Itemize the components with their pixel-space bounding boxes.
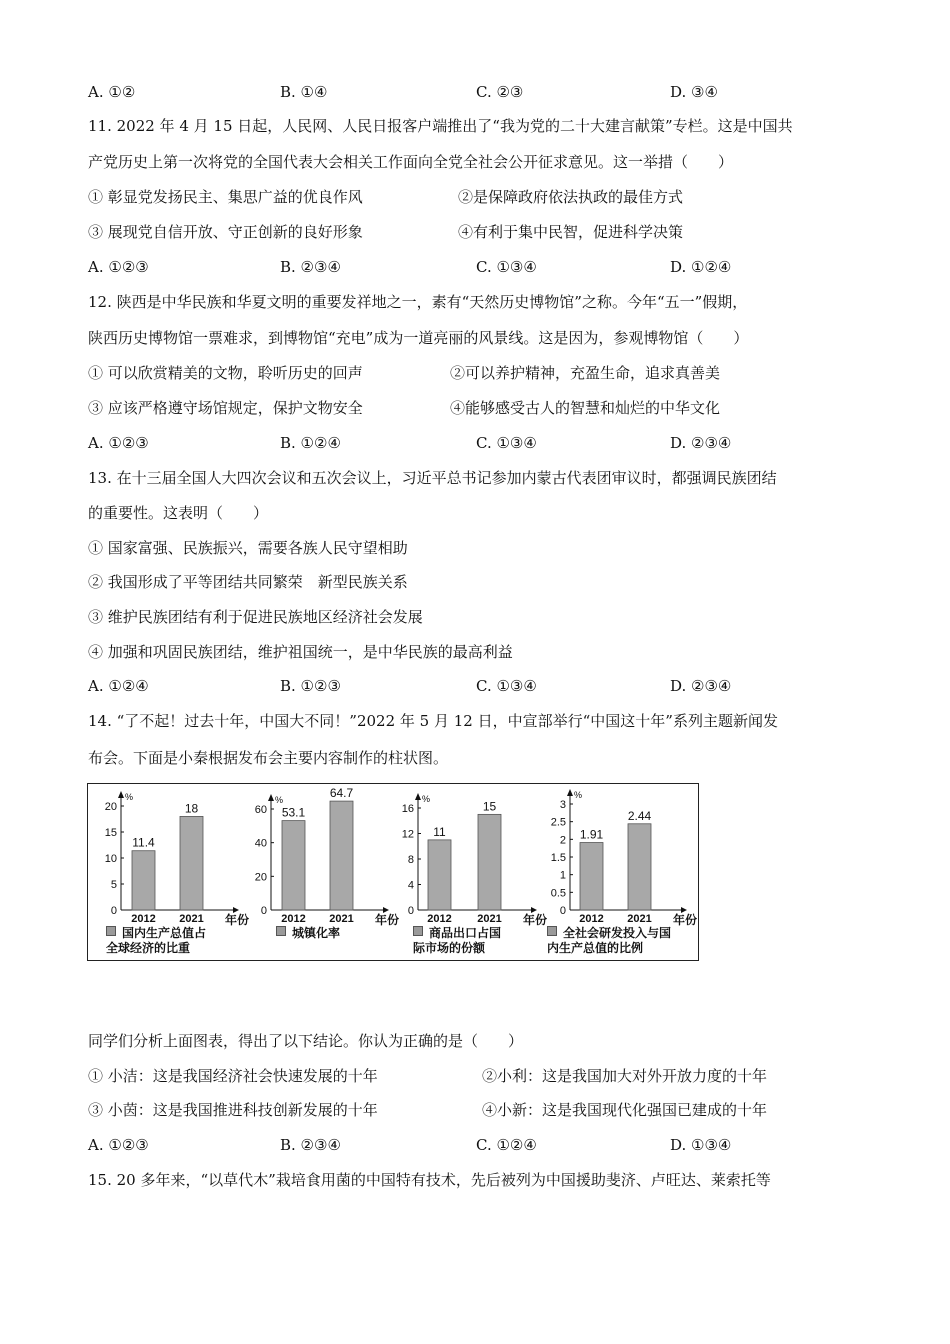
q12-stem-2: 陕西历史博物馆一票难求，到博物馆“充电”成为一道亮丽的风景线。这是因为，参观博物馆（ ）	[88, 329, 749, 347]
q11-option-a: A. ①②③	[88, 258, 149, 276]
q14-item-4: ④小新：这是我国现代化强国已建成的十年	[482, 1101, 768, 1119]
q11-stem-2: 产党历史上第一次将党的全国代表大会相关工作面向全党全社会公开征求意见。这一举措（ ）	[88, 153, 734, 171]
y-tick-label: 0	[407, 905, 414, 917]
q11-item-1: ① 彰显党发扬民主、集思广益的优良作风	[88, 188, 363, 206]
y-tick-label: 20	[254, 871, 267, 884]
bar	[132, 851, 155, 910]
q13-item-2: ② 我国形成了平等团结共同繁荣 新型民族关系	[88, 573, 408, 591]
q13-stem-2: 的重要性。这表明（ ）	[88, 504, 269, 522]
x-tick-label: 2021	[329, 913, 354, 925]
y-axis-arrow	[118, 791, 124, 798]
q14-stem-2: 布会。下面是小秦根据发布会主要内容制作的柱状图。	[88, 749, 449, 767]
q14-option-d: D. ①③④	[670, 1136, 732, 1154]
q13-item-1: ① 国家富强、民族振兴，需要各族人民守望相助	[88, 539, 408, 557]
y-tick-label: 4	[407, 879, 414, 892]
q14-option-c: C. ①②④	[476, 1136, 537, 1154]
q14-item-1: ① 小洁：这是我国经济社会快速发展的十年	[88, 1067, 378, 1085]
bar	[180, 816, 203, 910]
y-unit-label: %	[274, 795, 284, 805]
y-tick-label: 10	[104, 853, 117, 865]
q12-option-b: B. ①②④	[280, 434, 341, 452]
q11-option-d: D. ①②④	[670, 258, 732, 276]
y-tick-label: 60	[254, 804, 267, 816]
y-axis-arrow	[268, 794, 274, 801]
x-tick-label: 2021	[627, 913, 652, 925]
bar-value-label: 15	[482, 799, 497, 814]
q10-option-a: A. ①②	[88, 83, 136, 101]
legend-urbanization: 城镇化率	[276, 926, 340, 941]
y-tick-label: 12	[401, 828, 414, 841]
q13-option-a: A. ①②④	[88, 677, 149, 695]
y-tick-label: 2.5	[550, 816, 566, 829]
q12-option-c: C. ①③④	[476, 434, 537, 452]
y-tick-label: 1.5	[550, 852, 566, 864]
x-axis-label: 年份	[224, 913, 250, 927]
y-unit-label: %	[124, 792, 134, 802]
y-tick-label: 3	[559, 799, 566, 811]
y-axis-arrow	[415, 793, 421, 800]
y-tick-label: 40	[254, 837, 267, 850]
bar	[580, 843, 603, 910]
x-tick-label: 2021	[477, 913, 502, 925]
bar-value-label: 64.7	[329, 786, 354, 801]
y-tick-label: 0.5	[550, 887, 566, 900]
q12-item-4: ④能够感受古人的智慧和灿烂的中华文化	[450, 399, 721, 417]
y-axis-arrow	[567, 789, 573, 796]
legend-swatch	[106, 926, 116, 936]
bar-value-label: 18	[184, 801, 199, 816]
bar-value-label: 2.44	[627, 808, 652, 823]
q13-item-4: ④ 加强和巩固民族团结，维护祖国统一，是中华民族的最高利益	[88, 643, 513, 661]
q12-option-a: A. ①②③	[88, 434, 149, 452]
q11-item-3: ③ 展现党自信开放、守正创新的良好形象	[88, 223, 363, 241]
bar	[282, 821, 305, 910]
y-tick-label: 5	[110, 879, 117, 891]
q14-item-3: ③ 小茵：这是我国推进科技创新发展的十年	[88, 1101, 378, 1119]
q10-option-b: B. ①④	[280, 83, 328, 101]
x-tick-label: 2012	[427, 913, 452, 925]
bar	[330, 801, 353, 910]
bar-chart-figure	[87, 783, 699, 961]
legend-swatch	[413, 926, 423, 936]
y-tick-label: 8	[407, 854, 414, 866]
bar	[478, 814, 501, 910]
legend-rnd-ratio: 全社会研发投入与国 内生产总值的比例	[547, 926, 672, 955]
q11-option-b: B. ②③④	[280, 258, 341, 276]
legend-export-share: 商品出口占国 际市场的份额	[413, 926, 502, 955]
legend-swatch	[276, 926, 286, 936]
q13-item-3: ③ 维护民族团结有利于促进民族地区经济社会发展	[88, 608, 423, 626]
q11-item-2: ②是保障政府依法执政的最佳方式	[458, 188, 684, 206]
q12-stem-1: 12. 陕西是中华民族和华夏文明的重要发祥地之一，素有“天然历史博物馆”之称。今年“五一”假期，	[88, 293, 748, 311]
x-axis-label: 年份	[522, 913, 548, 927]
q12-item-3: ③ 应该严格遵守场馆规定，保护文物安全	[88, 399, 363, 417]
y-tick-label: 0	[559, 905, 566, 917]
x-axis-label: 年份	[672, 913, 698, 927]
q14-option-b: B. ②③④	[280, 1136, 341, 1154]
bar-value-label: 11	[433, 824, 446, 839]
q14-stem-1: 14. “了不起！过去十年，中国大不同！”2022 年 5 月 12 日，中宣部举行“中国这十年”系列主题新闻发	[88, 712, 778, 730]
x-axis-label: 年份	[374, 913, 400, 927]
q13-option-d: D. ②③④	[670, 677, 732, 695]
y-tick-label: 15	[104, 827, 117, 839]
y-tick-label: 1	[559, 869, 566, 882]
bar-value-label: 11.4	[132, 835, 155, 850]
q11-stem-1: 11. 2022 年 4 月 15 日起，人民网、人民日报客户端推出了“我为党的二十大建言献策”专栏。这是中国共	[88, 117, 793, 135]
q12-option-d: D. ②③④	[670, 434, 732, 452]
bar	[628, 824, 651, 910]
bar-value-label: 1.91	[579, 827, 604, 842]
q11-option-c: C. ①③④	[476, 258, 537, 276]
q14-item-2: ②小利：这是我国加大对外开放力度的十年	[482, 1067, 768, 1085]
q13-option-c: C. ①③④	[476, 677, 537, 695]
q10-option-d: D. ③④	[670, 83, 718, 101]
q13-stem-1: 13. 在十三届全国人大四次会议和五次会议上，习近平总书记参加内蒙古代表团审议时，都强调民族团结	[88, 469, 777, 487]
q14-option-a: A. ①②③	[88, 1136, 149, 1154]
legend-gdp-share: 国内生产总值占 全球经济的比重	[106, 926, 207, 955]
x-tick-label: 2021	[179, 913, 204, 925]
y-tick-label: 16	[401, 803, 414, 815]
q11-item-4: ④有利于集中民智，促进科学决策	[458, 223, 684, 241]
x-tick-label: 2012	[281, 913, 306, 925]
y-tick-label: 20	[104, 801, 117, 813]
q10-option-c: C. ②③	[476, 83, 524, 101]
bar-value-label: 53.1	[281, 805, 306, 820]
q14-after: 同学们分析上面图表，得出了以下结论。你认为正确的是（ ）	[88, 1032, 524, 1050]
q15-stem-1: 15. 20 多年来，“以草代木”栽培食用菌的中国特有技术，先后被列为中国援助斐济、卢旺达、莱索托等	[88, 1171, 771, 1189]
q12-item-1: ① 可以欣赏精美的文物，聆听历史的回声	[88, 364, 363, 382]
q12-item-2: ②可以养护精神，充盈生命，追求真善美	[450, 364, 721, 382]
q13-option-b: B. ①②③	[280, 677, 341, 695]
y-unit-label: %	[573, 790, 583, 800]
x-tick-label: 2012	[131, 913, 156, 925]
y-tick-label: 0	[260, 905, 267, 917]
y-unit-label: %	[421, 794, 431, 804]
y-tick-label: 2	[559, 834, 566, 847]
y-tick-label: 0	[110, 905, 117, 917]
legend-swatch	[547, 926, 557, 936]
x-tick-label: 2012	[579, 913, 604, 925]
bar	[428, 840, 451, 910]
